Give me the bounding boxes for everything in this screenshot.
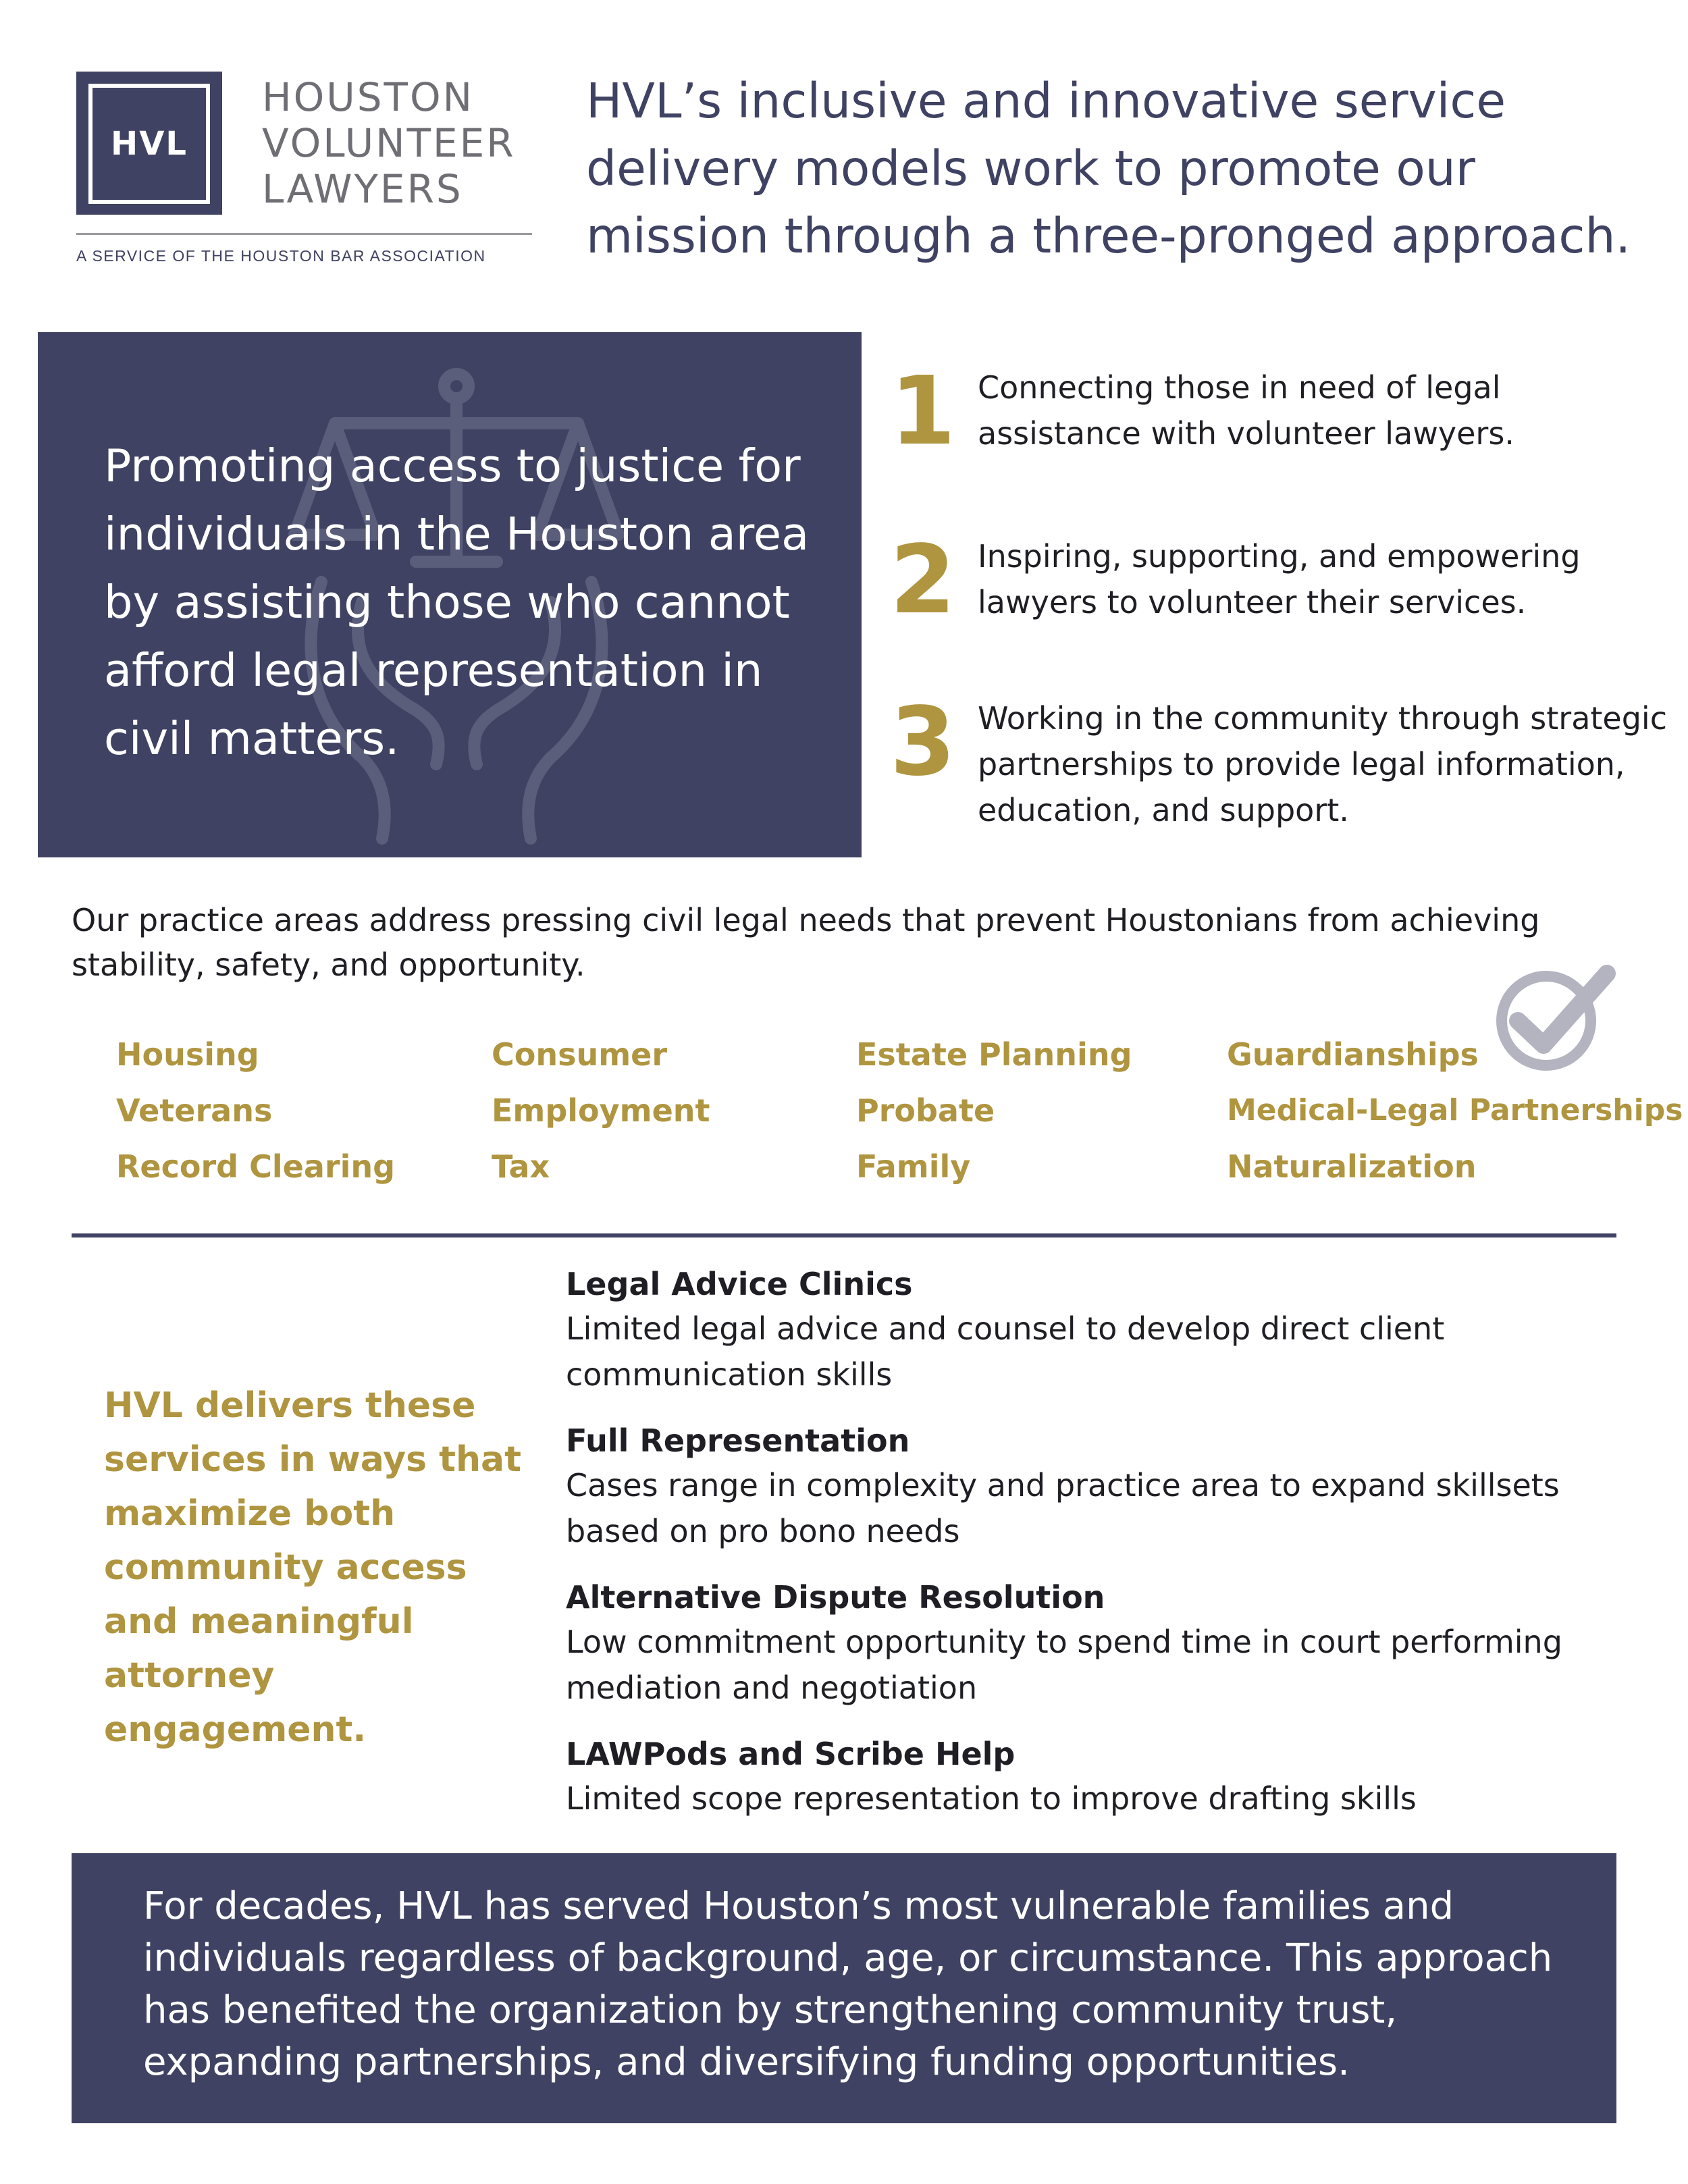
footer-statement: For decades, HVL has served Houston’s most vulnerable families and individuals regardless of background, age, or circumstance. This approach has benefited the organization by strengthening community trust, expanding partnerships, and diversifying funding opportunities. bbox=[143, 1884, 1553, 2084]
logo-name-line: HOUSTON bbox=[262, 74, 475, 120]
logo-wordmark bbox=[262, 74, 546, 212]
service-description: Limited scope representation to improve drafting skills bbox=[566, 1780, 1417, 1817]
practice-area-employment: Employment bbox=[492, 1092, 710, 1129]
service-description: Low commitment opportunity to spend time in court performing mediation and negotiation bbox=[566, 1624, 1562, 1706]
checkmark-icon bbox=[1485, 959, 1620, 1073]
footer-panel bbox=[72, 1853, 1616, 2123]
hvl-logo bbox=[76, 72, 222, 215]
mission-panel bbox=[38, 332, 862, 857]
logo-name-line: VOLUNTEER bbox=[262, 120, 516, 166]
practice-area-tax: Tax bbox=[492, 1148, 550, 1185]
service-description: Limited legal advice and counsel to develop direct client communication skills bbox=[566, 1310, 1445, 1393]
prong-number: 2 bbox=[890, 525, 956, 635]
logo-tagline: A SERVICE OF THE HOUSTON BAR ASSOCIATION bbox=[76, 247, 486, 265]
delivery-statement: HVL delivers these services in ways that maximize both community access and meaningful attorney engagement. bbox=[104, 1385, 521, 1750]
logo-divider bbox=[76, 233, 532, 235]
service-item bbox=[566, 1419, 1660, 1554]
logo-name-line: LAWYERS bbox=[262, 166, 463, 212]
prong-text: Inspiring, supporting, and empowering lawyers to volunteer their services. bbox=[978, 538, 1581, 620]
practice-area-record-clearing: Record Clearing bbox=[116, 1148, 396, 1185]
section-divider bbox=[72, 1233, 1616, 1237]
service-item bbox=[566, 1262, 1660, 1397]
practice-area-naturalization: Naturalization bbox=[1227, 1148, 1477, 1185]
service-description: Cases range in complexity and practice area to expand skillsets based on pro bono needs bbox=[566, 1467, 1560, 1549]
practice-area-guardianships: Guardianships bbox=[1227, 1036, 1479, 1073]
mission-statement: Promoting access to justice for individuals in the Houston area by assisting those who cannot afford legal representation in civil matters. bbox=[104, 440, 810, 765]
logo-initials: HVL bbox=[111, 125, 188, 163]
service-title: LAWPods and Scribe Help bbox=[566, 1736, 1016, 1772]
practice-area-veterans: Veterans bbox=[116, 1092, 273, 1129]
practice-area-medical-legal-partnerships: Medical-Legal Partnerships bbox=[1227, 1093, 1683, 1127]
practice-areas-intro: Our practice areas address pressing civil legal needs that prevent Houstonians from achieving stability, safety, and opportunity. bbox=[72, 902, 1540, 983]
service-title: Full Representation bbox=[566, 1422, 910, 1459]
logo-frame bbox=[88, 84, 210, 204]
prong-number: 3 bbox=[890, 687, 956, 797]
prong-number: 1 bbox=[890, 356, 956, 467]
service-title: Alternative Dispute Resolution bbox=[566, 1579, 1105, 1616]
service-item bbox=[566, 1732, 1660, 1821]
prong-text: Working in the community through strategic partnerships to provide legal information, education, and support. bbox=[978, 700, 1668, 828]
practice-area-consumer: Consumer bbox=[492, 1036, 668, 1073]
practice-area-family: Family bbox=[856, 1148, 971, 1185]
practice-area-housing: Housing bbox=[116, 1036, 259, 1073]
service-item bbox=[566, 1576, 1660, 1711]
prong-text: Connecting those in need of legal assistance with volunteer lawyers. bbox=[978, 369, 1514, 452]
practice-area-estate-planning: Estate Planning bbox=[856, 1036, 1132, 1073]
practice-area-probate: Probate bbox=[856, 1092, 995, 1129]
service-title: Legal Advice Clinics bbox=[566, 1266, 913, 1302]
page-headline: HVL’s inclusive and innovative service delivery models work to promote our mission through a three-pronged approach. bbox=[586, 73, 1631, 264]
